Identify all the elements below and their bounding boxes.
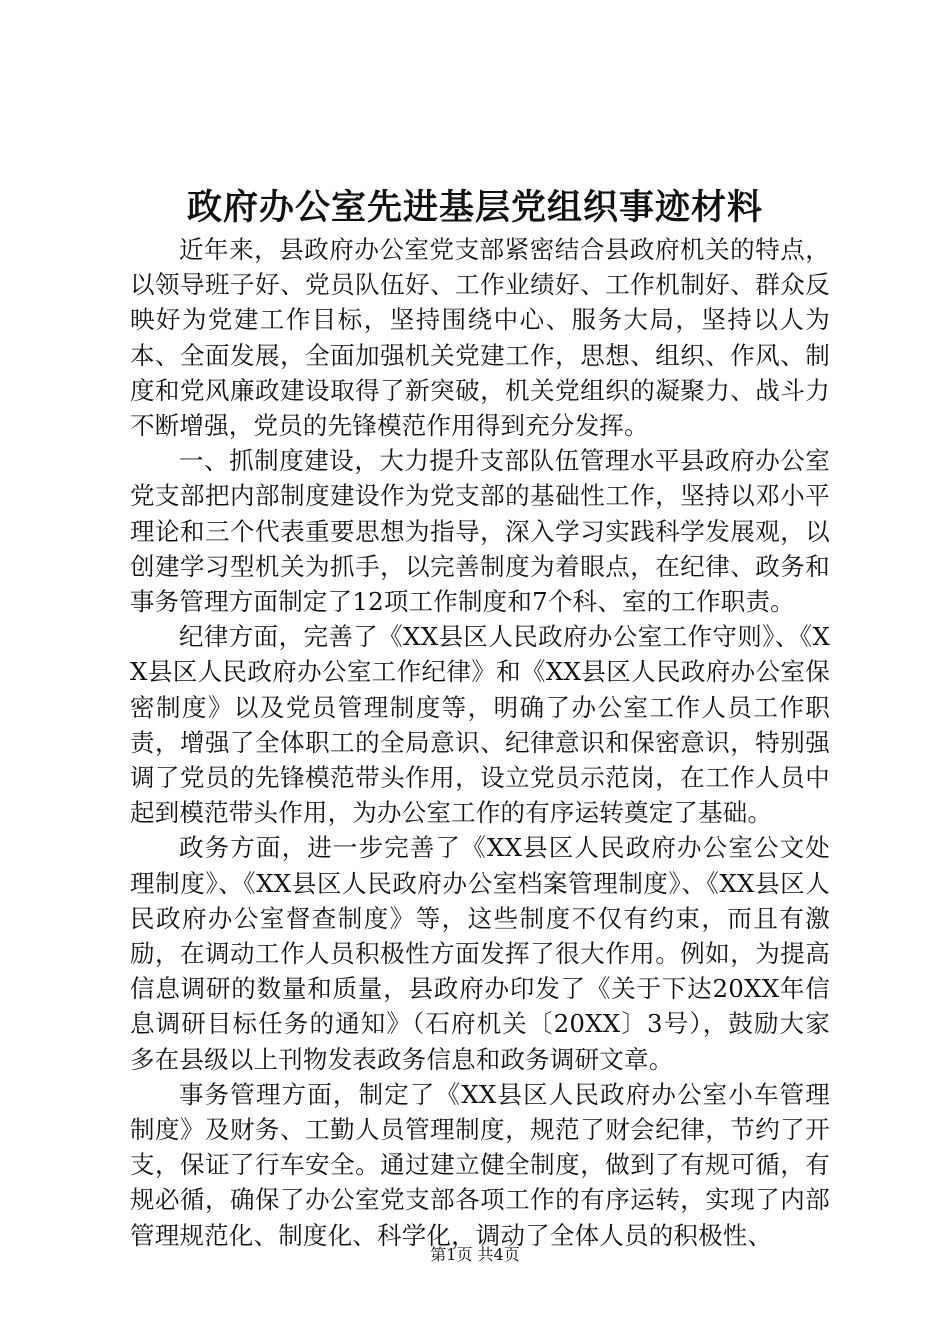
- page-number-footer: 第1页 共4页: [430, 1245, 520, 1264]
- paragraph-government-affairs: 政务方面，进一步完善了《XX县区人民政府办公室公文处理制度》、《XX县区人民政府办公室档案管理制度》、《XX县区人民政府办公室督查制度》等，这些制度不仅有约束，而且有激励，在调动工作人员积极性方面发挥了很大作用。例如，为提高信息调研的数量和质量，县政府办印发了《关于下达20XX年信息调研目标任务的通知》（石府机关〔20XX〕3号），鼓励大家多在县级以上刊物发表政务信息和政务调研文章。: [130, 833, 830, 1074]
- document-body: [130, 232, 830, 1253]
- paragraph-intro: 近年来，县政府办公室党支部紧密结合县政府机关的特点，以领导班子好、党员队伍好、工作业绩好、工作机制好、群众反映好为党建工作目标，坚持围绕中心、服务大局，坚持以人为本、全面发展，全面加强机关党建工作，思想、组织、作风、制度和党风廉政建设取得了新突破，机关党组织的凝聚力、战斗力不断增强，党员的先锋模范作用得到充分发挥。: [130, 235, 830, 441]
- paragraph-section-one: 一、抓制度建设，大力提升支部队伍管理水平县政府办公室党支部把内部制度建设作为党支部的基础性工作，坚持以邓小平理论和三个代表重要思想为指导，深入学习实践科学发展观，以创建学习型机关为抓手，以完善制度为着眼点，在纪律、政务和事务管理方面制定了12项工作制度和7个科、室的工作职责。: [130, 446, 830, 617]
- document-title: 政府办公室先进基层党组织事迹材料: [186, 187, 763, 228]
- paragraph-affairs-management: 事务管理方面，制定了《XX县区人民政府办公室小车管理制度》及财务、工勤人员管理制度，规范了财会纪律，节约了开支，保证了行车安全。通过建立健全制度，做到了有规可循，有规必循，确保了办公室党支部各项工作的有序运转，实现了内部管理规范化、制度化、科学化，调动了全体人员的积极性、: [130, 1079, 830, 1250]
- paragraph-discipline: 纪律方面，完善了《XX县区人民政府办公室工作守则》、《XX县区人民政府办公室工作纪律》和《XX县区人民政府办公室保密制度》以及党员管理制度等，明确了办公室工作人员工作职责，增强了全体职工的全局意识、纪律意识和保密意识，特别强调了党员的先锋模范带头作用，设立党员示范岗，在工作人员中起到模范带头作用，为办公室工作的有序运转奠定了基础。: [130, 622, 830, 828]
